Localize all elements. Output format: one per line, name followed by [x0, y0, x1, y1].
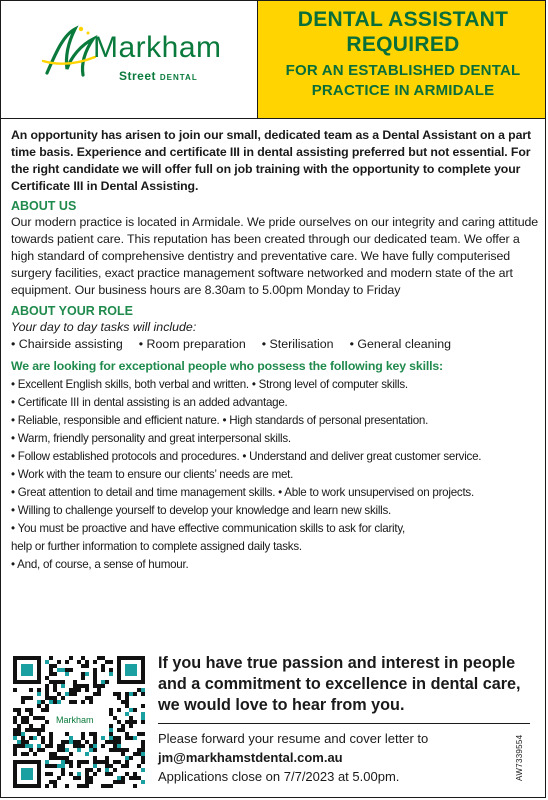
- skills-heading: We are looking for exceptional people who possess the following key skills:: [11, 359, 443, 373]
- skill-item: • Follow established protocols and procedures. • Understand and deliver great customer service.: [11, 450, 482, 463]
- skills-list: [11, 376, 541, 574]
- task-item: • Chairside assisting: [11, 337, 123, 351]
- task-list: [11, 336, 541, 353]
- about-us-body: Our modern practice is located in Armidale. We pride ourselves on our integrity and caring attitude towards patient care. This reputation has been created through our dedicated team. We offer a high standard of comprehensive dentistry and preventative care. We have fully computerised surgery facilities, exact practice management software networked and modern state of the art equipment. Our business hours are 8.30am to 5.00pm Monday to Friday: [11, 215, 539, 297]
- tooth-swoosh-icon: [41, 21, 101, 81]
- about-us-heading: ABOUT US: [11, 199, 77, 213]
- intro-paragraph: An opportunity has arisen to join our small, dedicated team as a Dental Assistant on a part time basis. Experience and certificate III in dental assisting preferred but not essential. For the right candidate we will offer full on job training with the opportunity to complete your Certificate III in Dental Assisting.: [11, 128, 532, 193]
- logo-street-word: Street: [119, 69, 157, 83]
- callout-text: If you have true passion and interest in people and a commitment to excellence in dental care, we would love to hear from you.: [158, 654, 521, 714]
- closing-date: Applications close on 7/7/2023 at 5.00pm.: [158, 769, 400, 784]
- ad-reference-code: AW7339554: [515, 734, 524, 781]
- header-divider: [1, 118, 546, 119]
- logo-panel: [1, 1, 258, 119]
- application-info: [158, 729, 518, 786]
- skill-item: • Great attention to detail and time management skills. • Able to work unsupervised on projects.: [11, 486, 474, 499]
- header-banner: [1, 1, 546, 119]
- main-content: [11, 127, 541, 574]
- ad-title: DENTAL ASSISTANT REQUIRED: [297, 8, 509, 56]
- skill-item: • Work with the team to ensure our clients’ needs are met.: [11, 468, 294, 481]
- skill-item: • Reliable, responsible and efficient nature. • High standards of personal presentation.: [11, 414, 429, 427]
- contact-email-link[interactable]: jm@markhamstdental.com.au: [158, 750, 343, 765]
- ad-subtitle: FOR AN ESTABLISHED DENTAL PRACTICE IN ARMIDALE: [285, 62, 521, 99]
- skill-item: • Willing to challenge yourself to develop your knowledge and learn new skills.: [11, 504, 392, 517]
- logo-street: [119, 69, 198, 83]
- qr-logo-label: Markham: [56, 715, 94, 725]
- about-role-lead: Your day to day tasks will include:: [11, 320, 197, 334]
- skill-item: • Warm, friendly personality and great interpersonal skills.: [11, 432, 291, 445]
- skill-item: • And, of course, a sense of humour.: [11, 558, 189, 571]
- logo-dental-word: DENTAL: [159, 73, 198, 82]
- skill-item: • Certificate III in dental assisting is an added advantage.: [11, 396, 288, 409]
- about-role-heading: ABOUT YOUR ROLE: [11, 304, 133, 318]
- task-item: • General cleaning: [349, 337, 452, 351]
- footer-divider: [158, 723, 530, 724]
- skill-item: • You must be proactive and have effective communication skills to ask for clarity, help or further information to complete assigned daily tasks.: [11, 522, 406, 553]
- skill-item: • Excellent English skills, both verbal and written. • Strong level of computer skills.: [11, 378, 408, 391]
- logo-name: Markham: [93, 31, 222, 64]
- apply-instruction: Please forward your resume and cover letter to: [158, 731, 429, 746]
- task-item: • Sterilisation: [261, 337, 334, 351]
- task-item: • Room preparation: [138, 337, 246, 351]
